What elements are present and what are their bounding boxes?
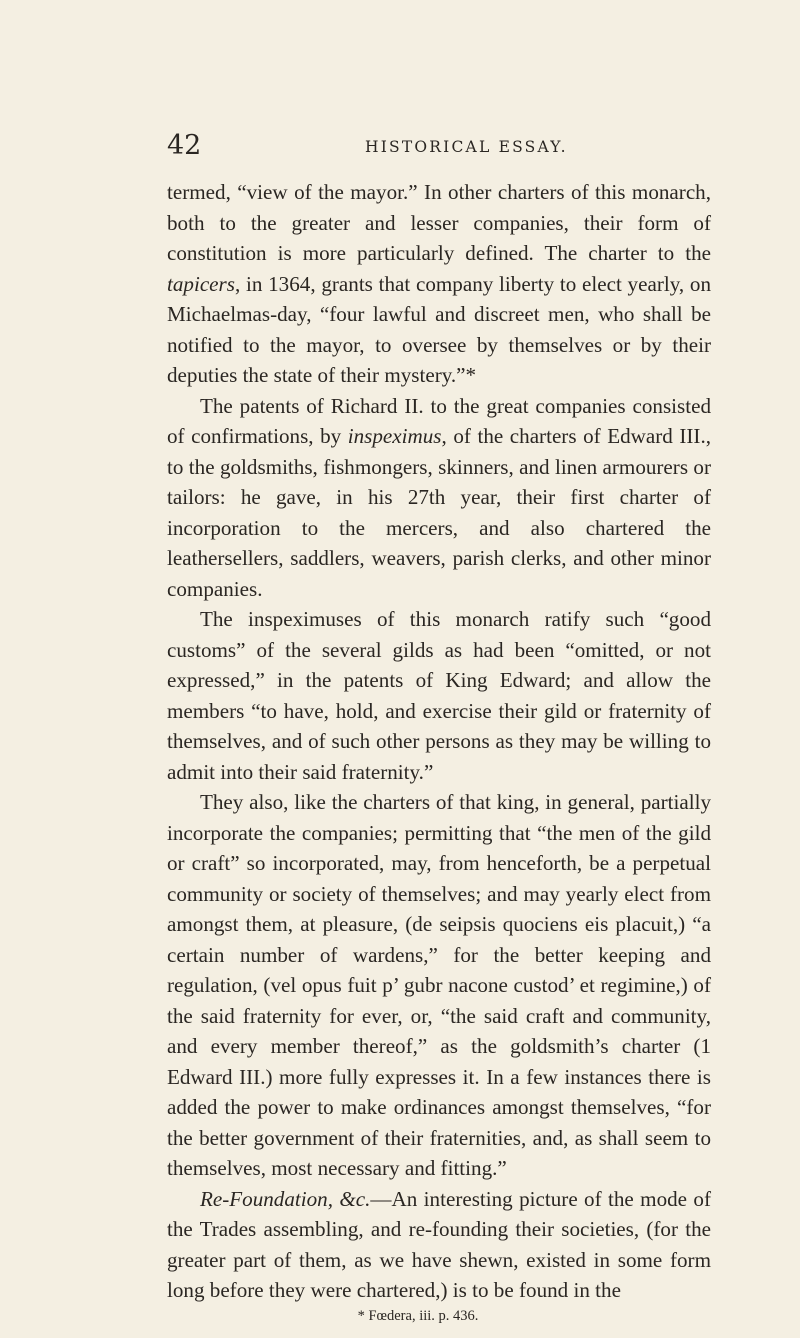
running-head: HISTORICAL ESSAY.	[365, 138, 568, 156]
page-number: 42	[167, 130, 202, 161]
paragraph-5	[167, 1184, 711, 1306]
paragraph-2	[167, 391, 711, 605]
paragraph-1-text-b: , in 1364, grants that company liberty to elect yearly, on Michaelmas-day, “four lawful and discreet men, who shall be notified to the mayor, to oversee by themselves or by their deputies the state of their mystery.”*	[167, 271, 711, 387]
body-text	[167, 177, 711, 1306]
paragraph-4: They also, like the charters of that king, in general, partially incorporate the companies; permitting that “the men of the gild or craft” so incorporated, may, from henceforth, be a perpetual community or society of themselves; and may yearly elect from amongst them, at pleasure, (de seipsis quociens eis placuit,) “a certain number of wardens,” for the better keeping and regulation, (vel opus fuit p’ gubr nacone custod’ et regimine,) of the said fraternity for ever, or, “the said craft and community, and every member thereof,” as the goldsmith’s charter (1 Edward III.) more fully expresses it. In a few instances there is added the power to make ordinances amongst themselves, “for the better government of their fraternities, and, as shall seem to themselves, most necessary and fitting.”	[167, 790, 711, 1180]
paragraph-1-text-a: termed, “view of the mayor.” In other charters of this monarch, both to the greater and lesser companies, their form of constitution is more particularly defined. The charter to the	[167, 180, 711, 265]
paragraph-3: The inspeximuses of this monarch ratify such “good customs” of the several gilds as had been “omitted, or not expressed,” in the patents of King Edward; and allow the members “to have, hold, and exercise their gild or fraternity of themselves, and of such other persons as they may be willing to admit into their said fraternity.”	[167, 607, 711, 784]
paragraph-5-text: —An interesting picture of the mode of the Trades assembling, and re-founding their societies, (for the greater part of them, as we have shewn, existed in some form long before they were chartered,) is to be found in the	[167, 1186, 712, 1302]
page-header	[0, 130, 800, 166]
paragraph-2-text-b: , of the charters of Edward III., to the goldsmiths, fishmongers, skinners, and linen armourers or tailors: he gave, in his 27th year, their first charter of incorporation to the mercers, and also chartered the leathersellers, saddlers, weavers, parish clerks, and other minor companies.	[167, 424, 711, 601]
paragraph-2-text-a: The patents of Richard II. to the great companies consisted of confirmations, by	[167, 393, 711, 448]
paragraph-5-italic-heading: Re-Foundation, &c.	[200, 1186, 371, 1211]
paragraph-1-italic-term: tapicers	[167, 271, 235, 296]
footnote	[0, 1308, 800, 1325]
paragraph-1	[167, 177, 711, 391]
footnote-text: * Fœdera, iii. p. 436.	[357, 1308, 479, 1324]
paragraph-2-italic-term: inspeximus	[347, 424, 442, 448]
